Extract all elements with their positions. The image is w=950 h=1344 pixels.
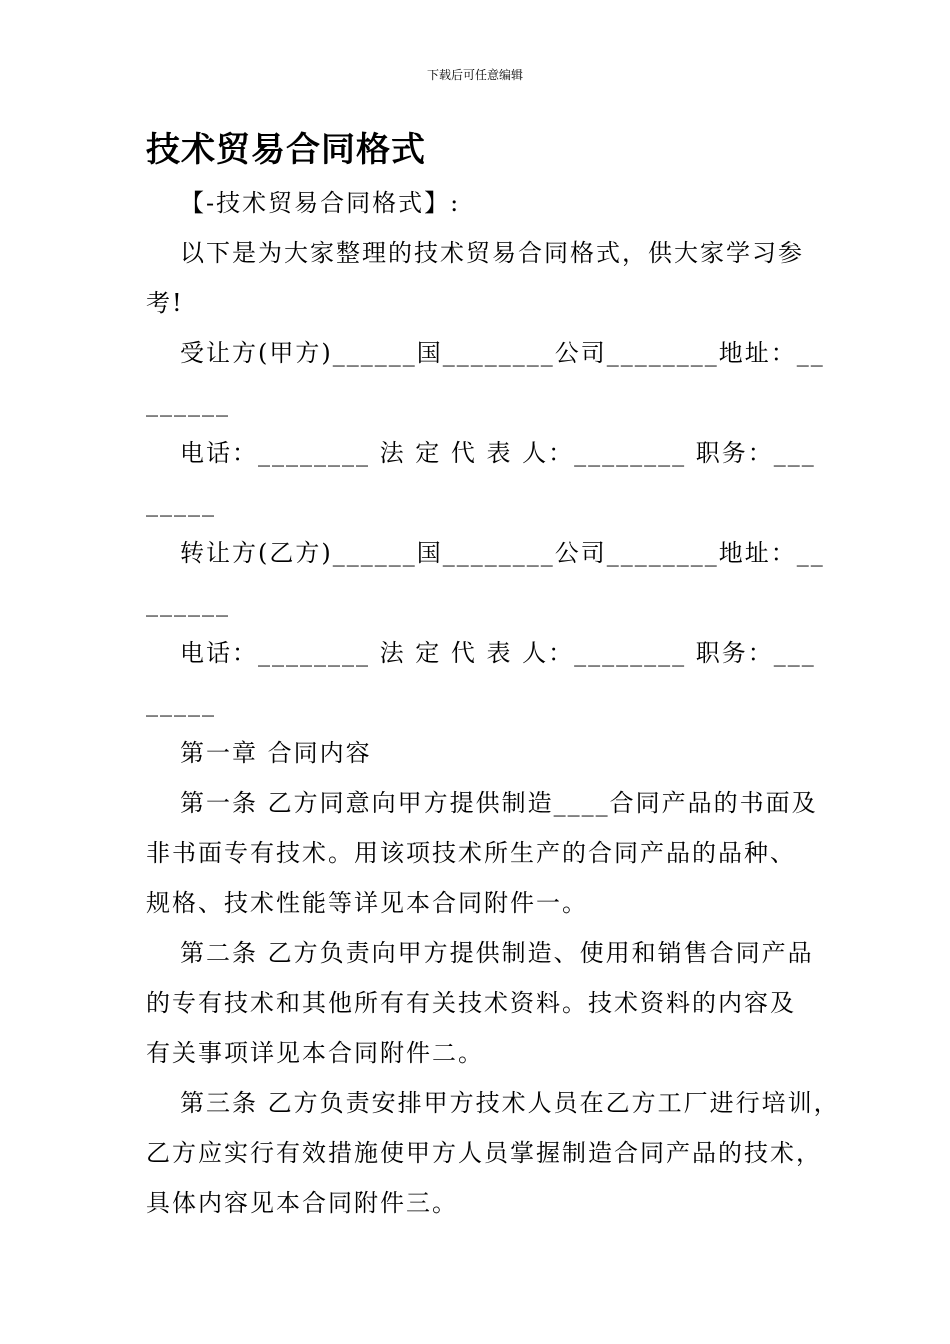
paragraph-party-b-contact: 电话：________ 法 定 代 表 人：________ 职务：___ _____ [146, 639, 816, 717]
paragraph-intro-tag: 【-技术贸易合同格式】: [180, 189, 461, 217]
chapter-heading: 第一章 合同内容 [180, 739, 372, 767]
document-title: 技术贸易合同格式 [146, 130, 426, 170]
article-2: 第二条 乙方负责向甲方提供制造、使用和销售合同产品 的专有技术和其他所有有关技术资料。技术资料的内容及 有关事项详见本合同附件二。 [146, 939, 814, 1067]
page-header-note: 下载后可任意编辑 [426, 68, 523, 82]
document-body [146, 178, 840, 1228]
article-3: 第三条 乙方负责安排甲方技术人员在乙方工厂进行培训， 乙方应实行有效措施使甲方人员掌握制造合同产品的技术， 具体内容见本合同附件三。 [146, 1089, 840, 1217]
paragraph-intro: 以下是为大家整理的技术贸易合同格式，供大家学习参 考! [146, 239, 804, 317]
paragraph-party-b: 转让方(乙方)______国________公司________地址：__ ______ [146, 539, 825, 617]
paragraph-party-a: 受让方(甲方)______国________公司________地址：__ ______ [146, 339, 825, 417]
paragraph-party-a-contact: 电话：________ 法 定 代 表 人：________ 职务：___ _____ [146, 439, 816, 517]
article-1: 第一条 乙方同意向甲方提供制造____合同产品的书面及 非书面专有技术。用该项技术所生产的合同产品的品种、 规格、技术性能等详见本合同附件一。 [146, 789, 818, 917]
